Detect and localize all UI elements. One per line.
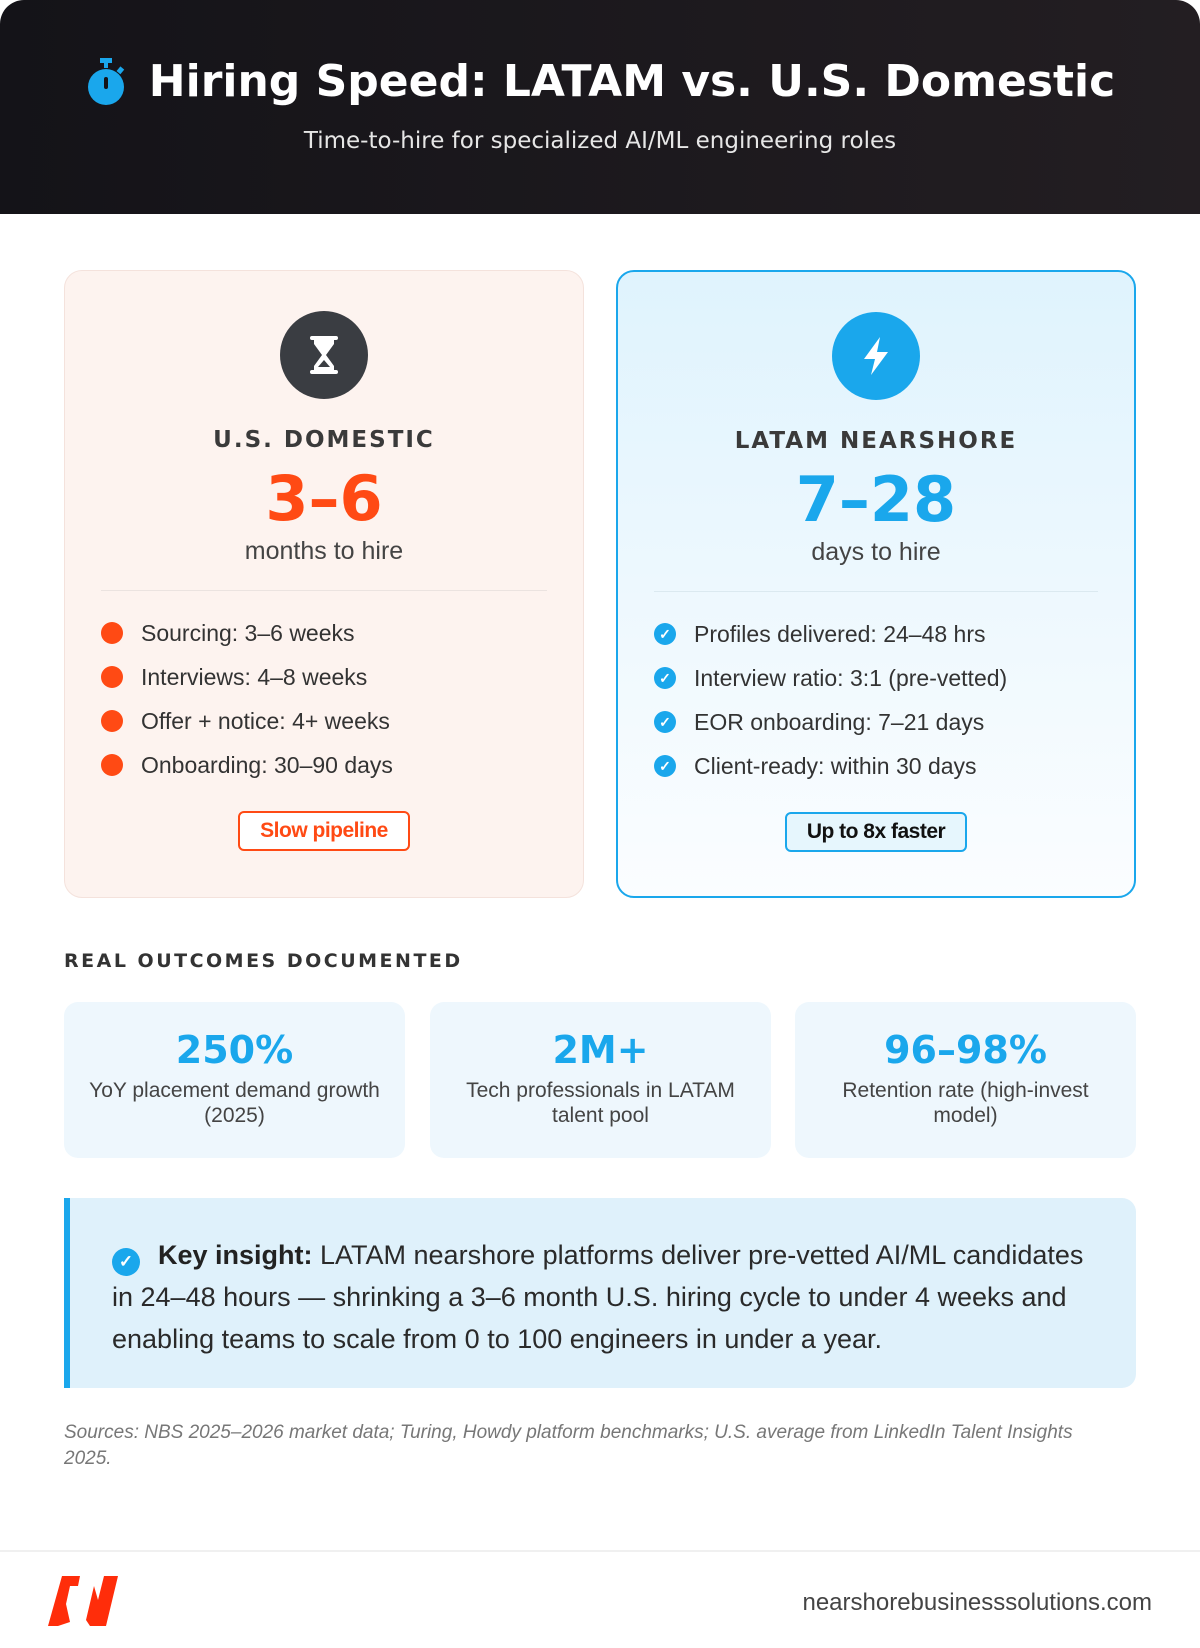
list-item xyxy=(101,655,583,699)
us-domestic-card xyxy=(64,270,584,898)
nbs-logo-icon xyxy=(48,1576,144,1626)
check-circle-icon: ✓ xyxy=(112,1248,140,1276)
divider xyxy=(101,590,547,591)
time-value: 7–28 xyxy=(795,463,957,536)
status-badge: Slow pipeline xyxy=(238,811,410,851)
item-text: Interview ratio: 3:1 (pre-vetted) xyxy=(694,664,1008,691)
list-item xyxy=(654,744,1134,788)
subtitle: Time-to-hire for specialized AI/ML engineering roles xyxy=(303,128,897,154)
check-circle-icon: ✓ xyxy=(654,623,676,645)
website-link[interactable]: nearshorebusinesssolutions.com xyxy=(802,1589,1152,1616)
stat-card xyxy=(430,1002,771,1158)
status-badge: Up to 8x faster xyxy=(785,812,967,852)
card-title: U.S. DOMESTIC xyxy=(213,427,435,453)
item-text: Interviews: 4–8 weeks xyxy=(141,663,368,690)
time-unit: days to hire xyxy=(811,538,941,567)
time-unit: months to hire xyxy=(244,537,404,566)
stat-label: Tech professionals in LATAM talent pool xyxy=(466,1079,735,1128)
item-text: Offer + notice: 4+ weeks xyxy=(141,707,390,734)
bullet-dot-icon xyxy=(101,710,123,732)
list-item xyxy=(101,611,583,655)
section-heading: REAL OUTCOMES DOCUMENTED xyxy=(64,950,463,972)
item-text: Profiles delivered: 24–48 hrs xyxy=(694,620,986,647)
item-text: Client-ready: within 30 days xyxy=(694,752,977,779)
stat-label: Retention rate (high-invest model) xyxy=(842,1079,1089,1128)
item-text: Sourcing: 3–6 weeks xyxy=(141,619,355,646)
sources-note: Sources: NBS 2025–2026 market data; Turing, Howdy platform benchmarks; U.S. average from LinkedIn Talent Insights 2025. xyxy=(64,1422,1073,1469)
stopwatch-icon xyxy=(85,57,127,107)
insight-label: Key insight: xyxy=(158,1240,313,1270)
list-item xyxy=(654,612,1134,656)
list-item xyxy=(654,656,1134,700)
card-title: LATAM NEARSHORE xyxy=(734,428,1018,454)
stat-value: 96–98% xyxy=(884,1028,1047,1072)
insight-text: LATAM nearshore platforms deliver pre-vetted AI/ML candidates in 24–48 hours — shrinking a 3–6 month U.S. hiring cycle to under 4 weeks and enabling teams to scale from 0 to 100 engineers in under a year. xyxy=(112,1240,1084,1354)
stat-value: 2M+ xyxy=(552,1028,649,1072)
step-list xyxy=(65,611,583,787)
stat-card xyxy=(795,1002,1136,1158)
bullet-dot-icon xyxy=(101,754,123,776)
title-text: Hiring Speed: LATAM vs. U.S. Domestic xyxy=(148,56,1116,107)
page-title xyxy=(0,56,1200,107)
list-item xyxy=(654,700,1134,744)
latam-nearshore-card xyxy=(616,270,1136,898)
bullet-dot-icon xyxy=(101,622,123,644)
list-item xyxy=(101,743,583,787)
stat-card xyxy=(64,1002,405,1158)
item-text: EOR onboarding: 7–21 days xyxy=(694,708,985,735)
time-value: 3–6 xyxy=(265,462,383,535)
check-circle-icon: ✓ xyxy=(654,711,676,733)
check-circle-icon: ✓ xyxy=(654,755,676,777)
divider xyxy=(654,591,1098,592)
bullet-dot-icon xyxy=(101,666,123,688)
key-insight-box xyxy=(64,1198,1136,1388)
header xyxy=(0,0,1200,214)
list-item xyxy=(101,699,583,743)
hourglass-icon xyxy=(280,311,368,399)
check-circle-icon: ✓ xyxy=(654,667,676,689)
lightning-icon xyxy=(832,312,920,400)
item-text: Onboarding: 30–90 days xyxy=(141,751,393,778)
stat-value: 250% xyxy=(175,1028,294,1072)
stat-label: YoY placement demand growth (2025) xyxy=(89,1079,380,1128)
footer xyxy=(0,1550,1200,1648)
step-list xyxy=(618,612,1134,788)
